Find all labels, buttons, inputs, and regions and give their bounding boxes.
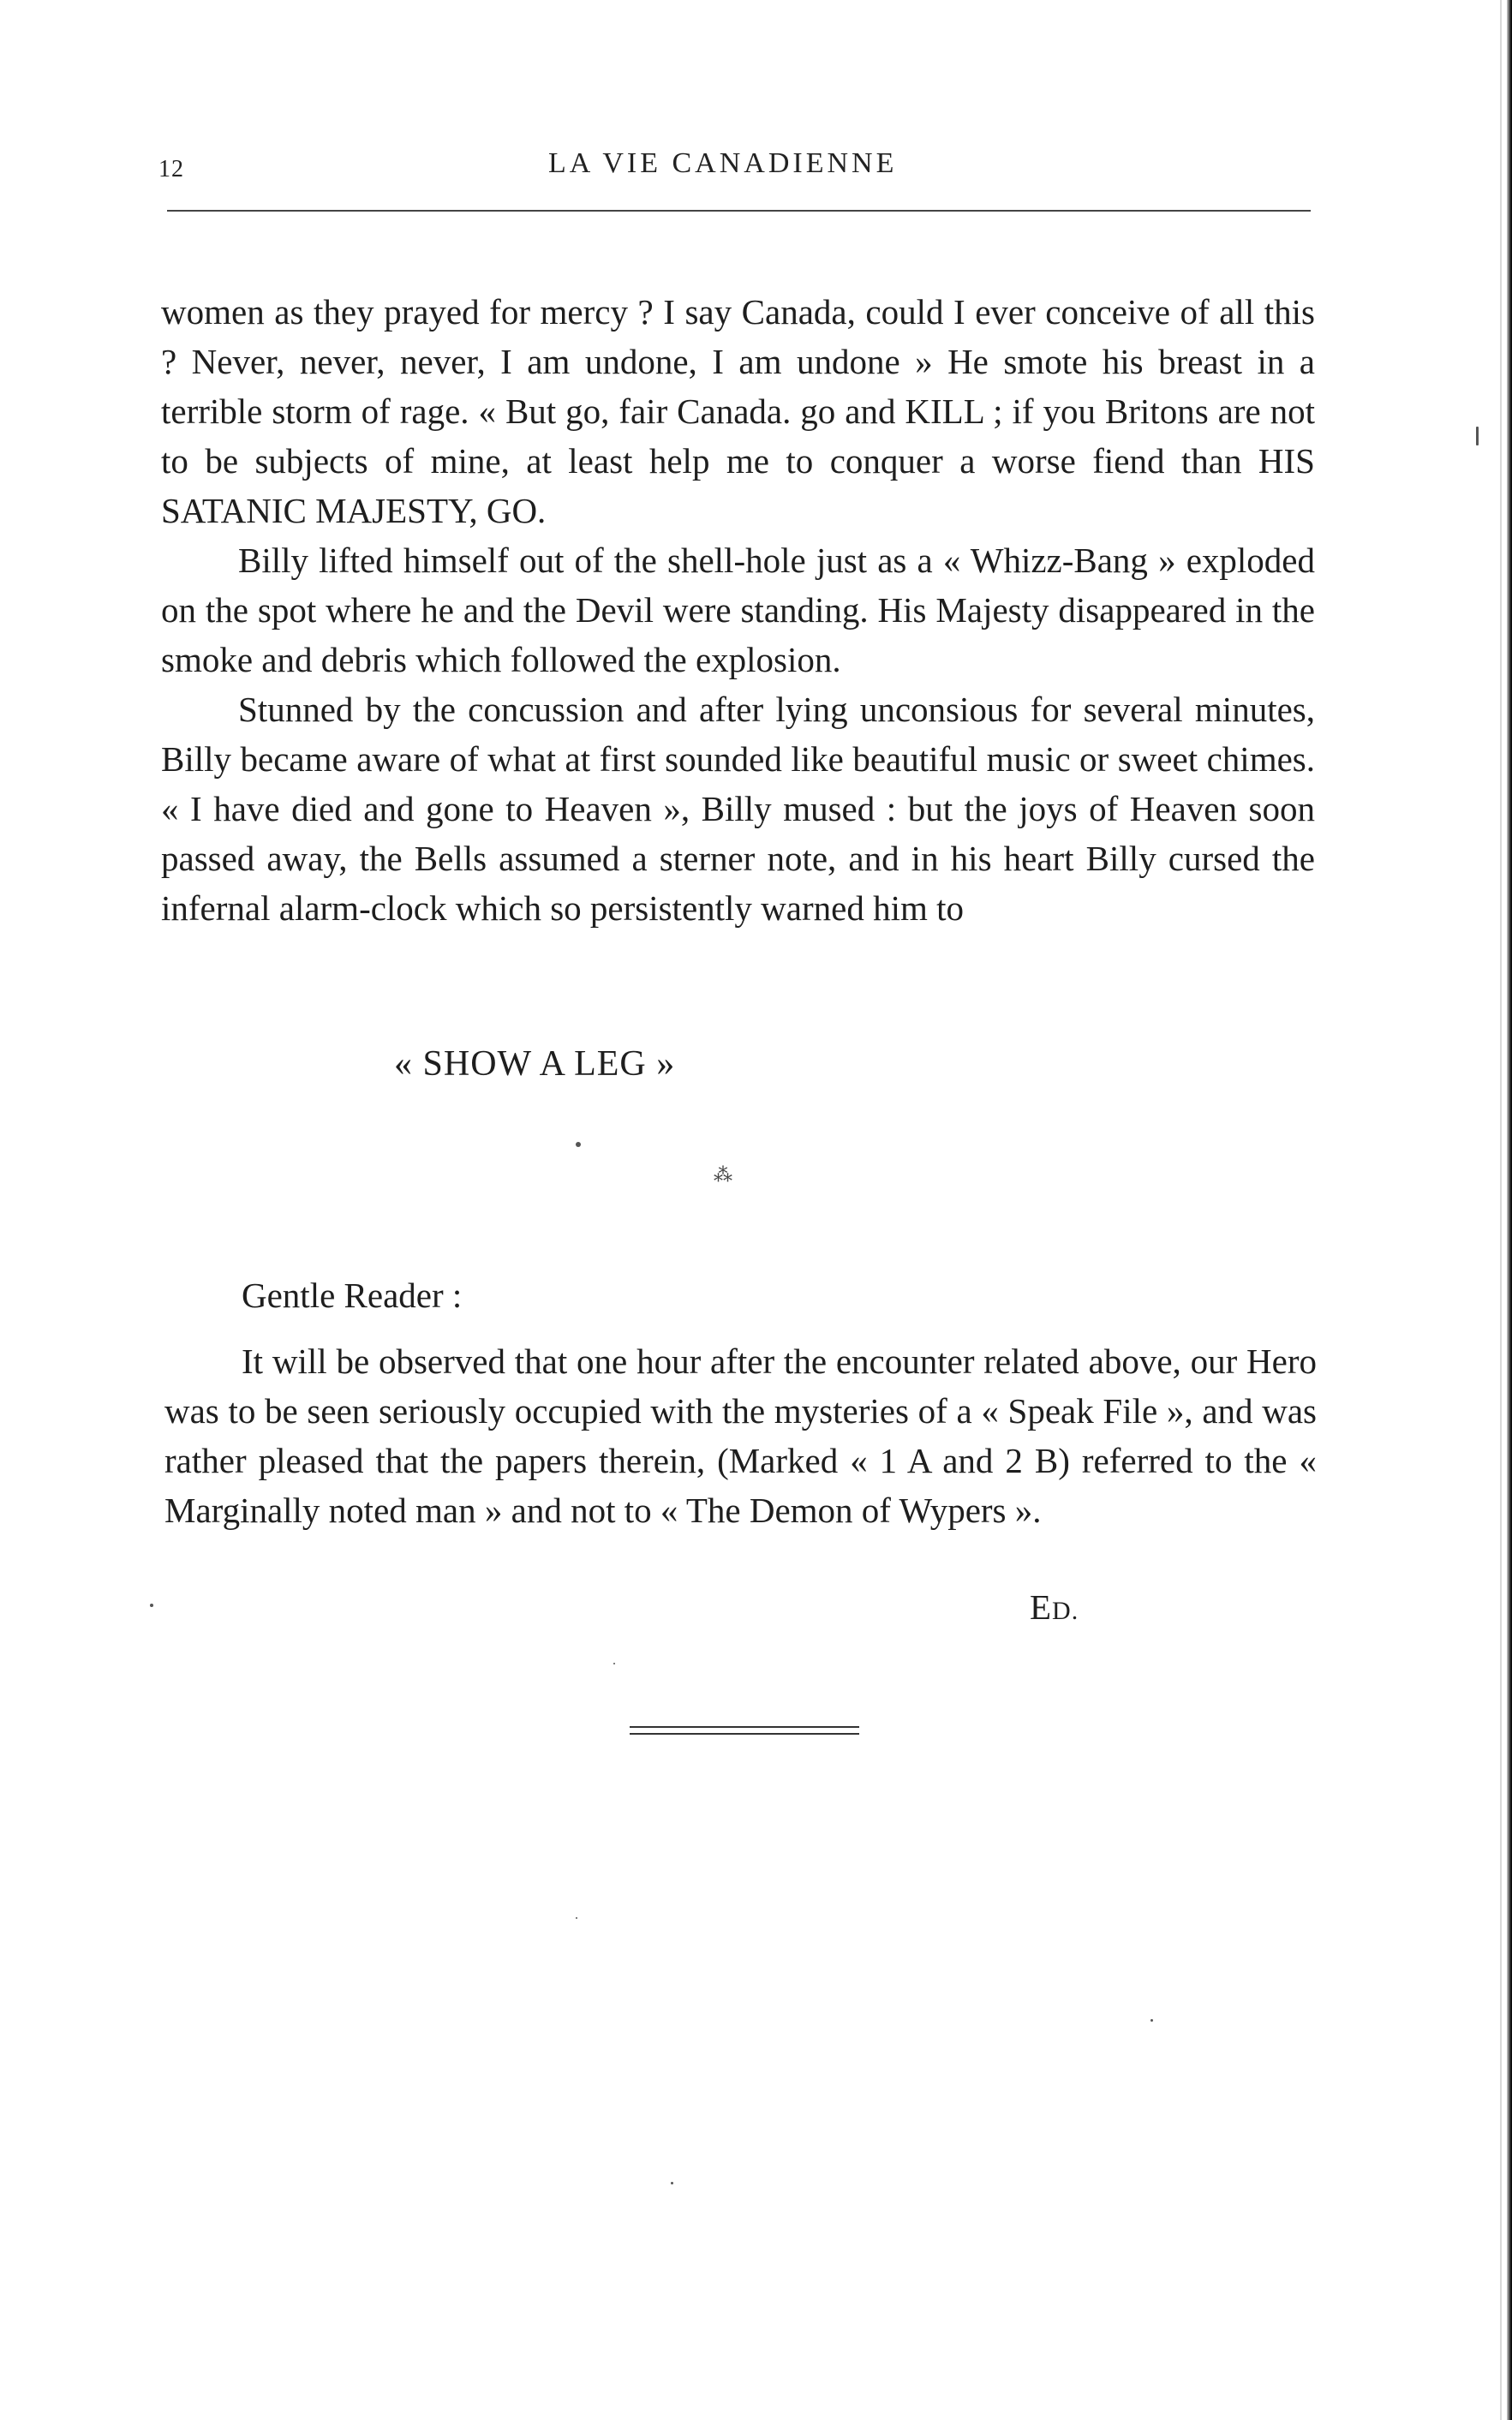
story-body [161,287,1315,933]
editor-signature [1030,1586,1079,1628]
binding-edge-shadow [1500,0,1502,2420]
binding-edge [1507,0,1512,2420]
page-number: 12 [158,156,184,182]
end-double-rule [630,1726,859,1735]
editor-note [164,1336,1317,1535]
header-rule [167,210,1311,212]
scan-speck [671,2182,673,2184]
running-title: LA VIE CANADIENNE [548,147,898,179]
scan-speck [613,1663,615,1664]
editor-salutation: Gentle Reader : [242,1276,463,1315]
signature-rest: D. [1052,1597,1079,1625]
scan-speck [576,1917,577,1919]
scan-speck [1150,2019,1153,2022]
story-paragraph-2: Billy lifted himself out of the shell-hole just as a « Whizz-Bang » exploded on the spot where he and the Devil were standing. His Majesty disappeared in the smoke and debris which followed the explosion. [161,541,1315,679]
scan-speck [576,1142,581,1147]
editor-note-paragraph: It will be observed that one hour after the encounter related above, our Hero was to be seen seriously occupied with the mysteries of a « Speak File », and was rather pleased that the papers therein, (Marked « 1 A and 2 B) referred to the « Marginally noted man » and not to « The Demon of Wypers ». [164,1341,1317,1530]
scan-speck [150,1604,153,1607]
show-a-leg-line: « SHOW A LEG » [394,1044,676,1084]
story-paragraph-1: women as they prayed for mercy ? I say Canada, could I ever conceive of all this ? Never, never, never, I am undone, I am undone » He smote his breast in a terrible storm of rage. « But go, fair Canada. go and KILL ; if you Britons are not to be subjects of mine, at least help me to conquer a worse fiend than HIS SATANIC MAJESTY, GO. [161,292,1315,530]
asterism-ornament: ⁂ [714,1165,732,1186]
scan-speck [1476,427,1479,445]
signature-initial: E [1030,1587,1053,1627]
story-paragraph-3: Stunned by the concussion and after lying unconsious for several minutes, Billy became aware of what at first sounded like beautiful music or sweet chimes. « I have died and gone to Heaven », Billy mused : but the joys of Heaven soon passed away, the Bells assumed a sterner note, and in his heart Billy cursed the infernal alarm-clock which so persistently warned him to [161,690,1315,928]
